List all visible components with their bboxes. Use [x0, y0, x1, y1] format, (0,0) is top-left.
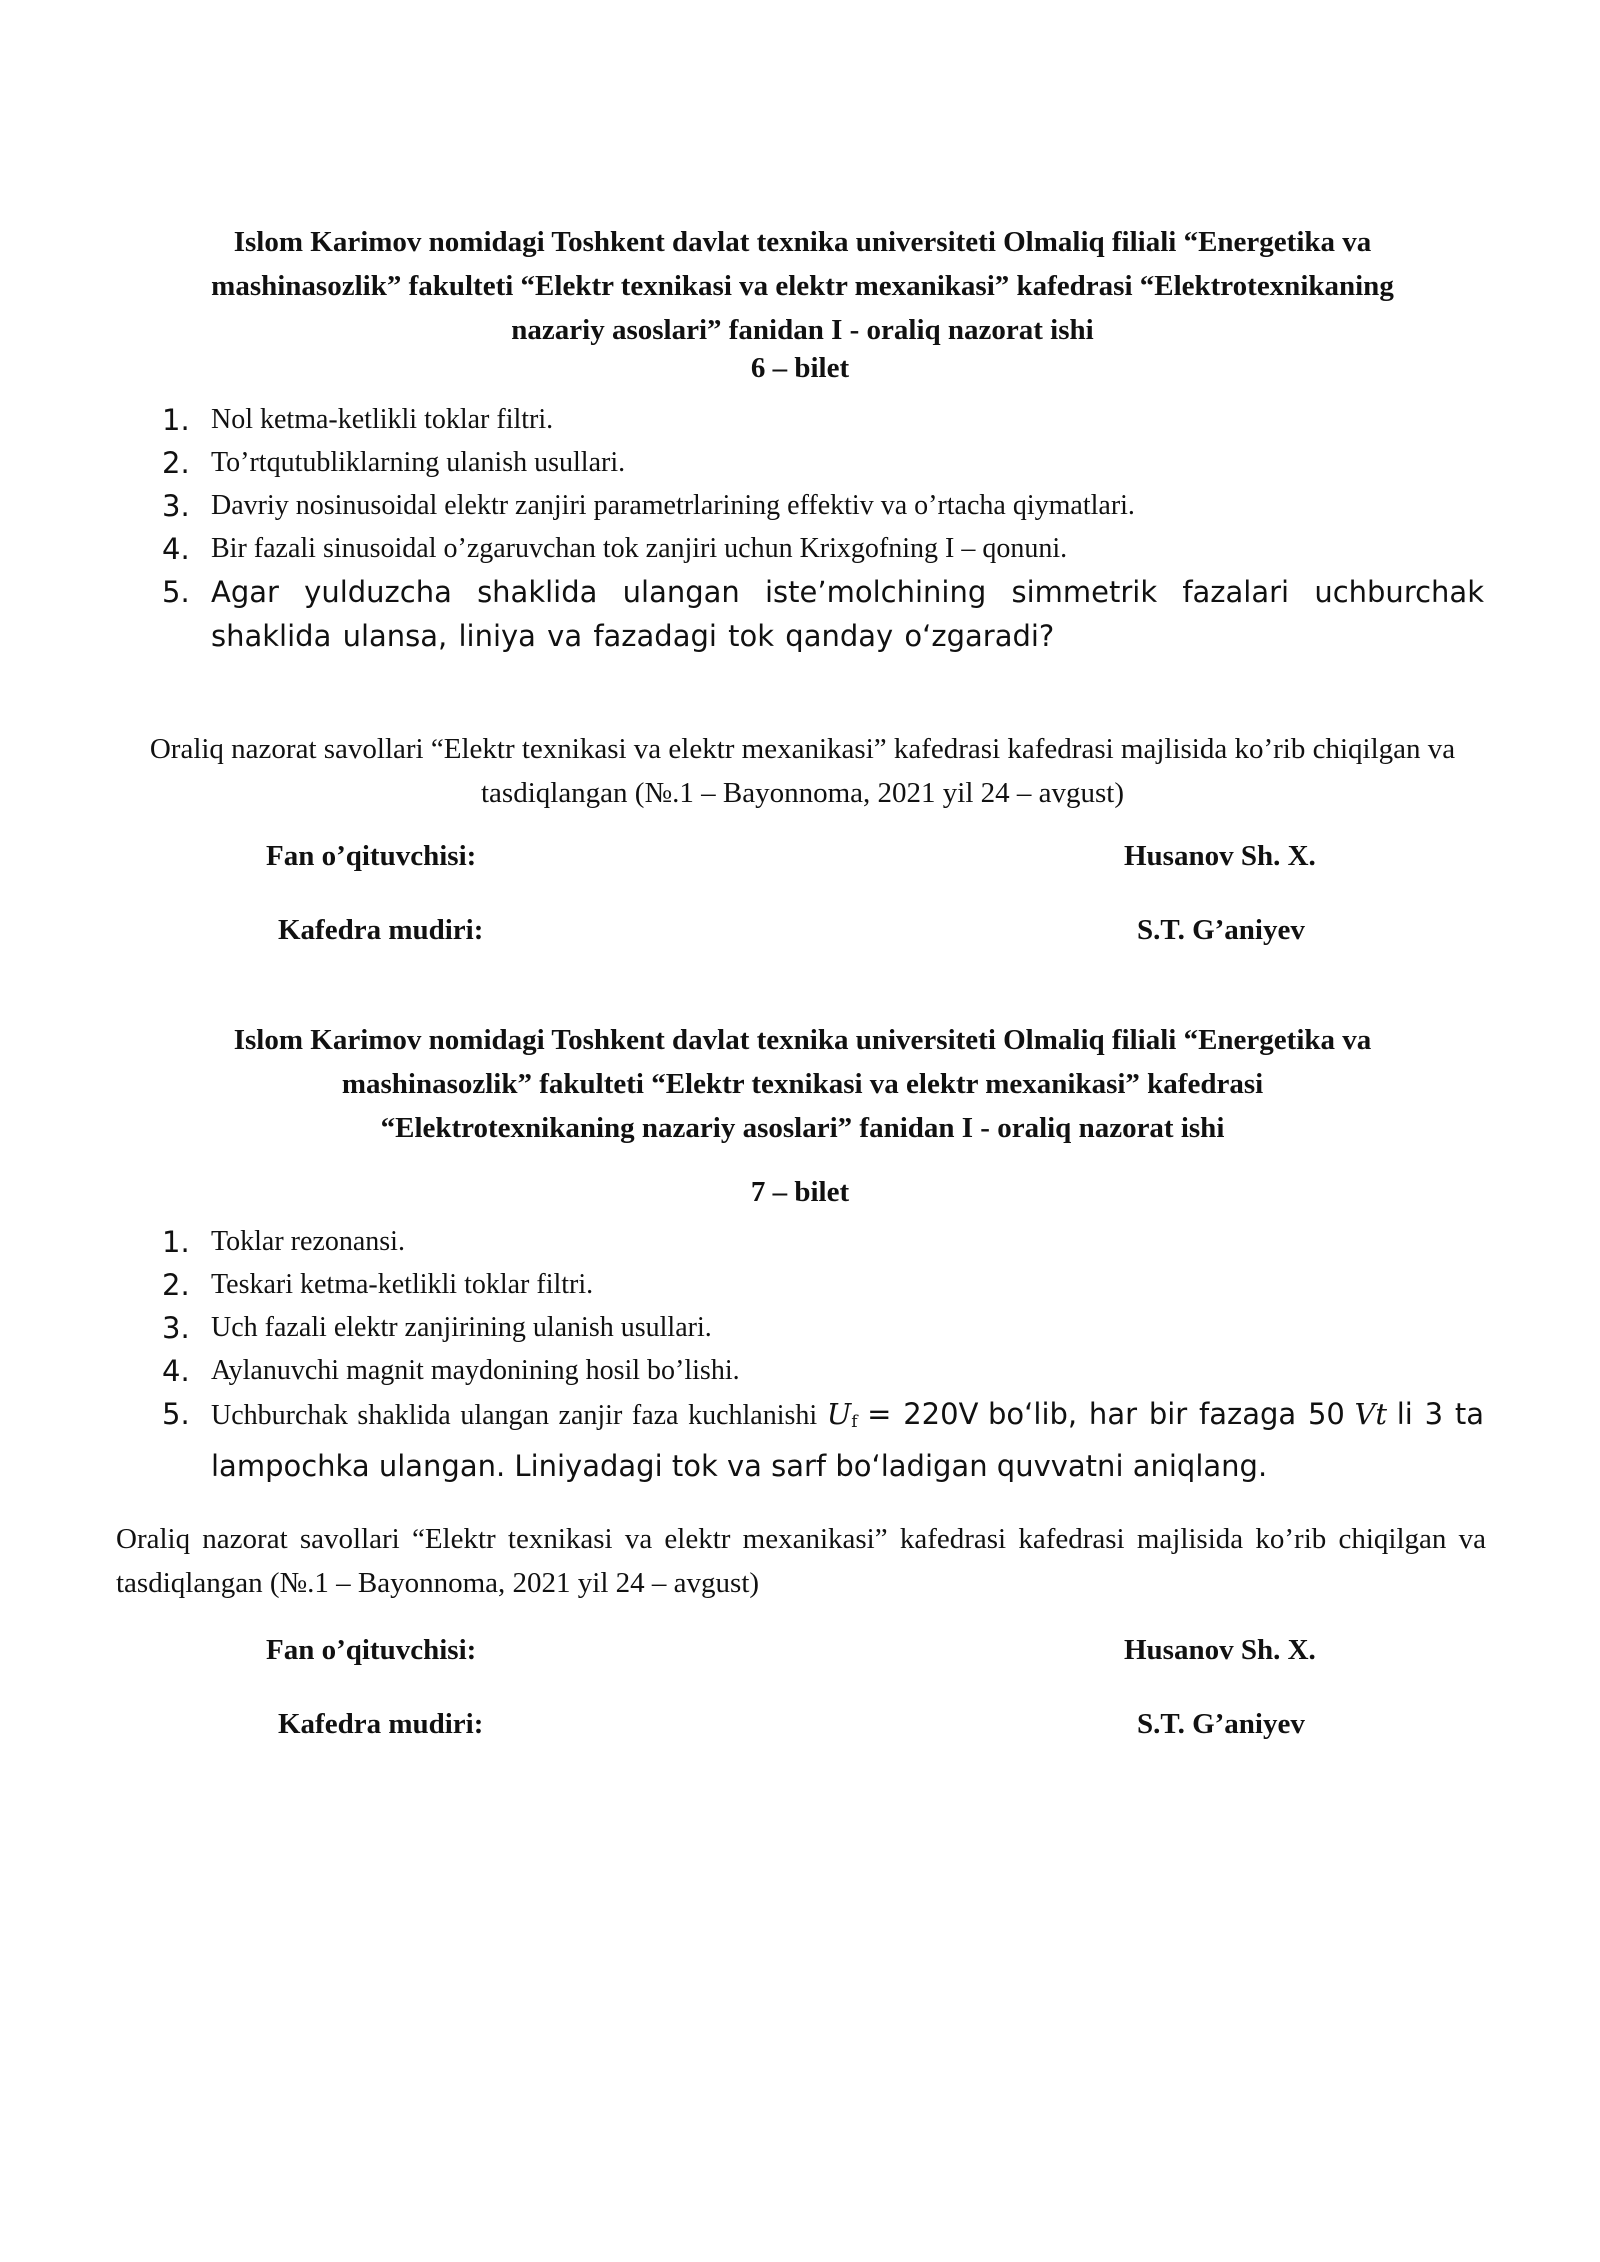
- question-number: 2.: [162, 1268, 190, 1302]
- question-text-part: li 3 ta lampochka ulangan. Liniyadagi tok va sarf bo‘ladigan quvvatni aniqlang.: [211, 1397, 1485, 1483]
- ticket-6-number: 6 – bilet: [750, 352, 850, 384]
- question-text: Aylanuvchi magnit maydonining hosil bo’lishi.: [211, 1355, 740, 1386]
- question-text: Toklar rezonansi.: [211, 1226, 405, 1257]
- teacher-label: Fan o’qituvchisi:: [266, 840, 477, 872]
- math-symbol: [827, 1397, 858, 1431]
- question-text: [211, 1392, 1484, 1490]
- question-text: Bir fazali sinusoidal o’zgaruvchan tok zanjiri uchun Krixgofning I – qonuni.: [211, 533, 1068, 564]
- teacher-label: Fan o’qituvchisi:: [266, 1634, 477, 1666]
- question-number: 1.: [162, 1225, 190, 1259]
- question-number: 4.: [162, 532, 190, 566]
- teacher-name: Husanov Sh. X.: [1124, 840, 1316, 872]
- math-unit: Vt: [1354, 1397, 1388, 1431]
- heading-line: mashinasozlik” fakulteti “Elektr texnikasi va elektr mexanikasi” kafedrasi: [341, 1068, 1264, 1100]
- ticket-7-heading: [130, 1018, 1475, 1150]
- math-subscript: f: [851, 1412, 858, 1432]
- head-label: Kafedra mudiri:: [278, 914, 484, 946]
- head-name: S.T. G’aniyev: [1137, 914, 1305, 946]
- question-text-part: Uchburchak shaklida ulangan zanjir faza kuchlanishi: [211, 1400, 818, 1431]
- question-text: Davriy nosinusoidal elektr zanjiri parametrlarining effektiv va o’rtacha qiymatlari.: [211, 490, 1135, 521]
- ticket-6-heading: [130, 220, 1475, 352]
- head-name: S.T. G’aniyev: [1137, 1708, 1305, 1740]
- question-number: 3.: [162, 489, 190, 523]
- math-variable: U: [826, 1397, 852, 1431]
- question-text-part: bo‘lib, har bir fazaga 50: [988, 1397, 1345, 1431]
- ticket-7-approval-note: Oraliq nazorat savollari “Elektr texnikasi va elektr mexanikasi” kafedrasi kafedrasi majlisida ko’rib chiqilgan va tasdiqlangan (№.1 – Bayonnoma, 2021 yil 24 – avgust): [116, 1523, 1486, 1599]
- math-value: = 220V: [867, 1397, 979, 1431]
- head-label: Kafedra mudiri:: [278, 1708, 484, 1740]
- question-number: 2.: [162, 446, 190, 480]
- ticket-6-approval-note: Oraliq nazorat savollari “Elektr texnikasi va elektr mexanikasi” kafedrasi kafedrasi majlisida ko’rib chiqilgan va tasdiqlangan (№.1 – Bayonnoma, 2021 yil 24 – avgust): [149, 733, 1456, 809]
- question-number: 5.: [162, 1397, 190, 1431]
- heading-line: nazariy asoslari” fanidan I - oraliq nazorat ishi: [511, 314, 1094, 346]
- heading-line: “Elektrotexnikaning nazariy asoslari” fanidan I - oraliq nazorat ishi: [380, 1112, 1225, 1144]
- question-text: Uch fazali elektr zanjirining ulanish usullari.: [211, 1312, 712, 1343]
- heading-line: Islom Karimov nomidagi Toshkent davlat texnika universiteti Olmaliq filiali “Energetika va: [233, 1024, 1372, 1056]
- heading-line: Islom Karimov nomidagi Toshkent davlat texnika universiteti Olmaliq filiali “Energetika va: [233, 226, 1372, 258]
- question-text: Agar yulduzcha shaklida ulangan iste’molchining simmetrik fazalari uchburchak shaklida ulansa, liniya va fazadagi tok qanday o‘zgaradi?: [211, 575, 1484, 653]
- question-text: Teskari ketma-ketlikli toklar filtri.: [211, 1269, 594, 1300]
- ticket-7-number: 7 – bilet: [750, 1176, 850, 1208]
- heading-line: mashinasozlik” fakulteti “Elektr texnikasi va elektr mexanikasi” kafedrasi “Elektrotexnikaning: [211, 270, 1394, 302]
- question-number: 3.: [162, 1311, 190, 1345]
- question-text: To’rtqutubliklarning ulanish usullari.: [211, 447, 626, 478]
- question-text: Nol ketma-ketlikli toklar filtri.: [211, 404, 554, 435]
- question-number: 1.: [162, 403, 190, 437]
- question-number: 4.: [162, 1354, 190, 1388]
- question-number: 5.: [162, 575, 190, 609]
- teacher-name: Husanov Sh. X.: [1124, 1634, 1316, 1666]
